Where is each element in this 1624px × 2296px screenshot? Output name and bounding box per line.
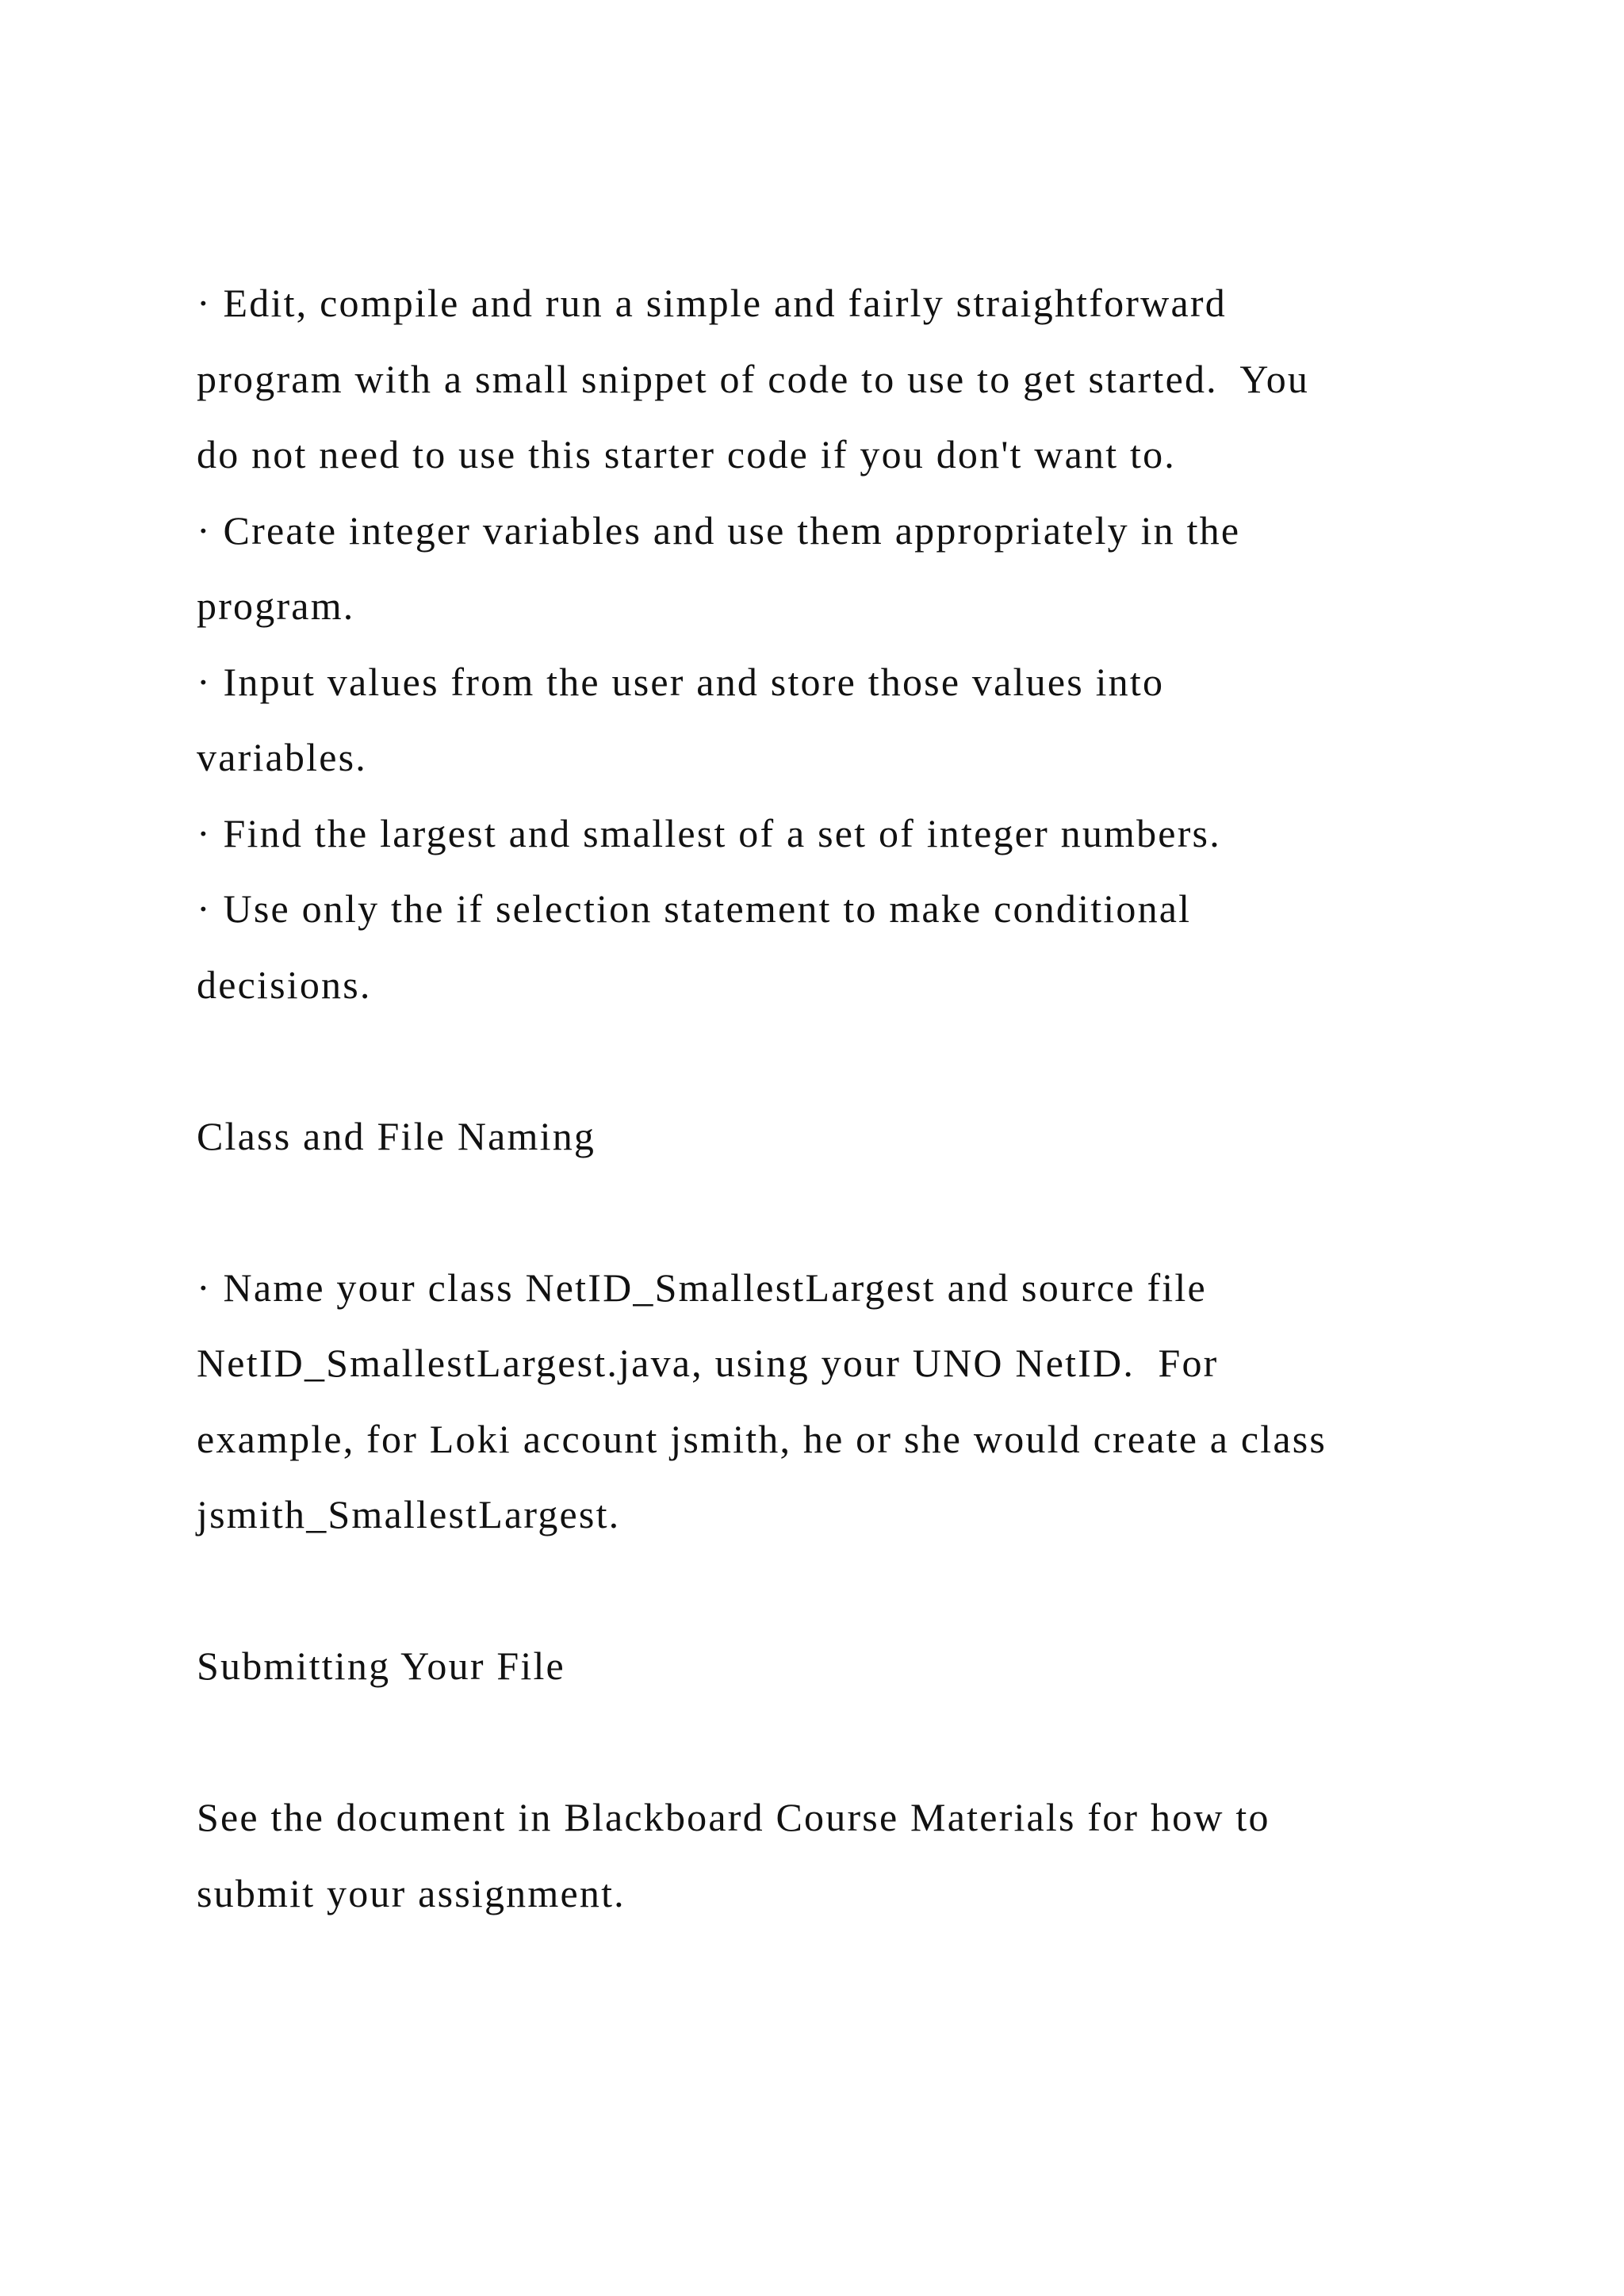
text-line: · Use only the if selection statement to make conditional: [197, 886, 1192, 931]
list-item: [197, 796, 1497, 872]
text-line: program.: [197, 584, 355, 628]
text-line: · Edit, compile and run a simple and fairly straightforward: [197, 281, 1227, 325]
section-heading: Submitting Your File: [197, 1644, 565, 1688]
list-item: [197, 645, 1497, 796]
list-item: [197, 493, 1497, 645]
spacer: [197, 1553, 1497, 1629]
spacer: [197, 1174, 1497, 1250]
text-line: example, for Loki account jsmith, he or she would create a class: [197, 1416, 1327, 1461]
list-item: [197, 266, 1497, 493]
spacer: [197, 1023, 1497, 1099]
document-body: [197, 266, 1497, 1931]
text-line: submit your assignment.: [197, 1870, 626, 1915]
text-line: · Name your class NetID_SmallestLargest and source file: [197, 1265, 1207, 1310]
text-line: do not need to use this starter code if you don't want to.: [197, 432, 1176, 476]
list-item: [197, 871, 1497, 1023]
text-line: jsmith_SmallestLargest.: [197, 1492, 621, 1536]
text-line: variables.: [197, 735, 367, 779]
class-naming-section: [197, 1099, 1497, 1553]
text-line: program with a small snippet of code to use to get started. You: [197, 356, 1310, 401]
text-line: · Input values from the user and store those values into: [197, 659, 1165, 704]
spacer: [197, 1705, 1497, 1781]
text-line: · Create integer variables and use them appropriately in the: [197, 507, 1241, 553]
objectives-list: [197, 266, 1497, 1023]
text-line: See the document in Blackboard Course Materials for how to: [197, 1795, 1270, 1839]
section-heading: Class and File Naming: [197, 1113, 596, 1158]
text-line: NetID_SmallestLargest.java, using your UNO NetID. For: [197, 1341, 1219, 1385]
text-line: · Find the largest and smallest of a set of integer numbers.: [197, 810, 1221, 855]
text-line: decisions.: [197, 962, 372, 1007]
submitting-section: [197, 1628, 1497, 1931]
